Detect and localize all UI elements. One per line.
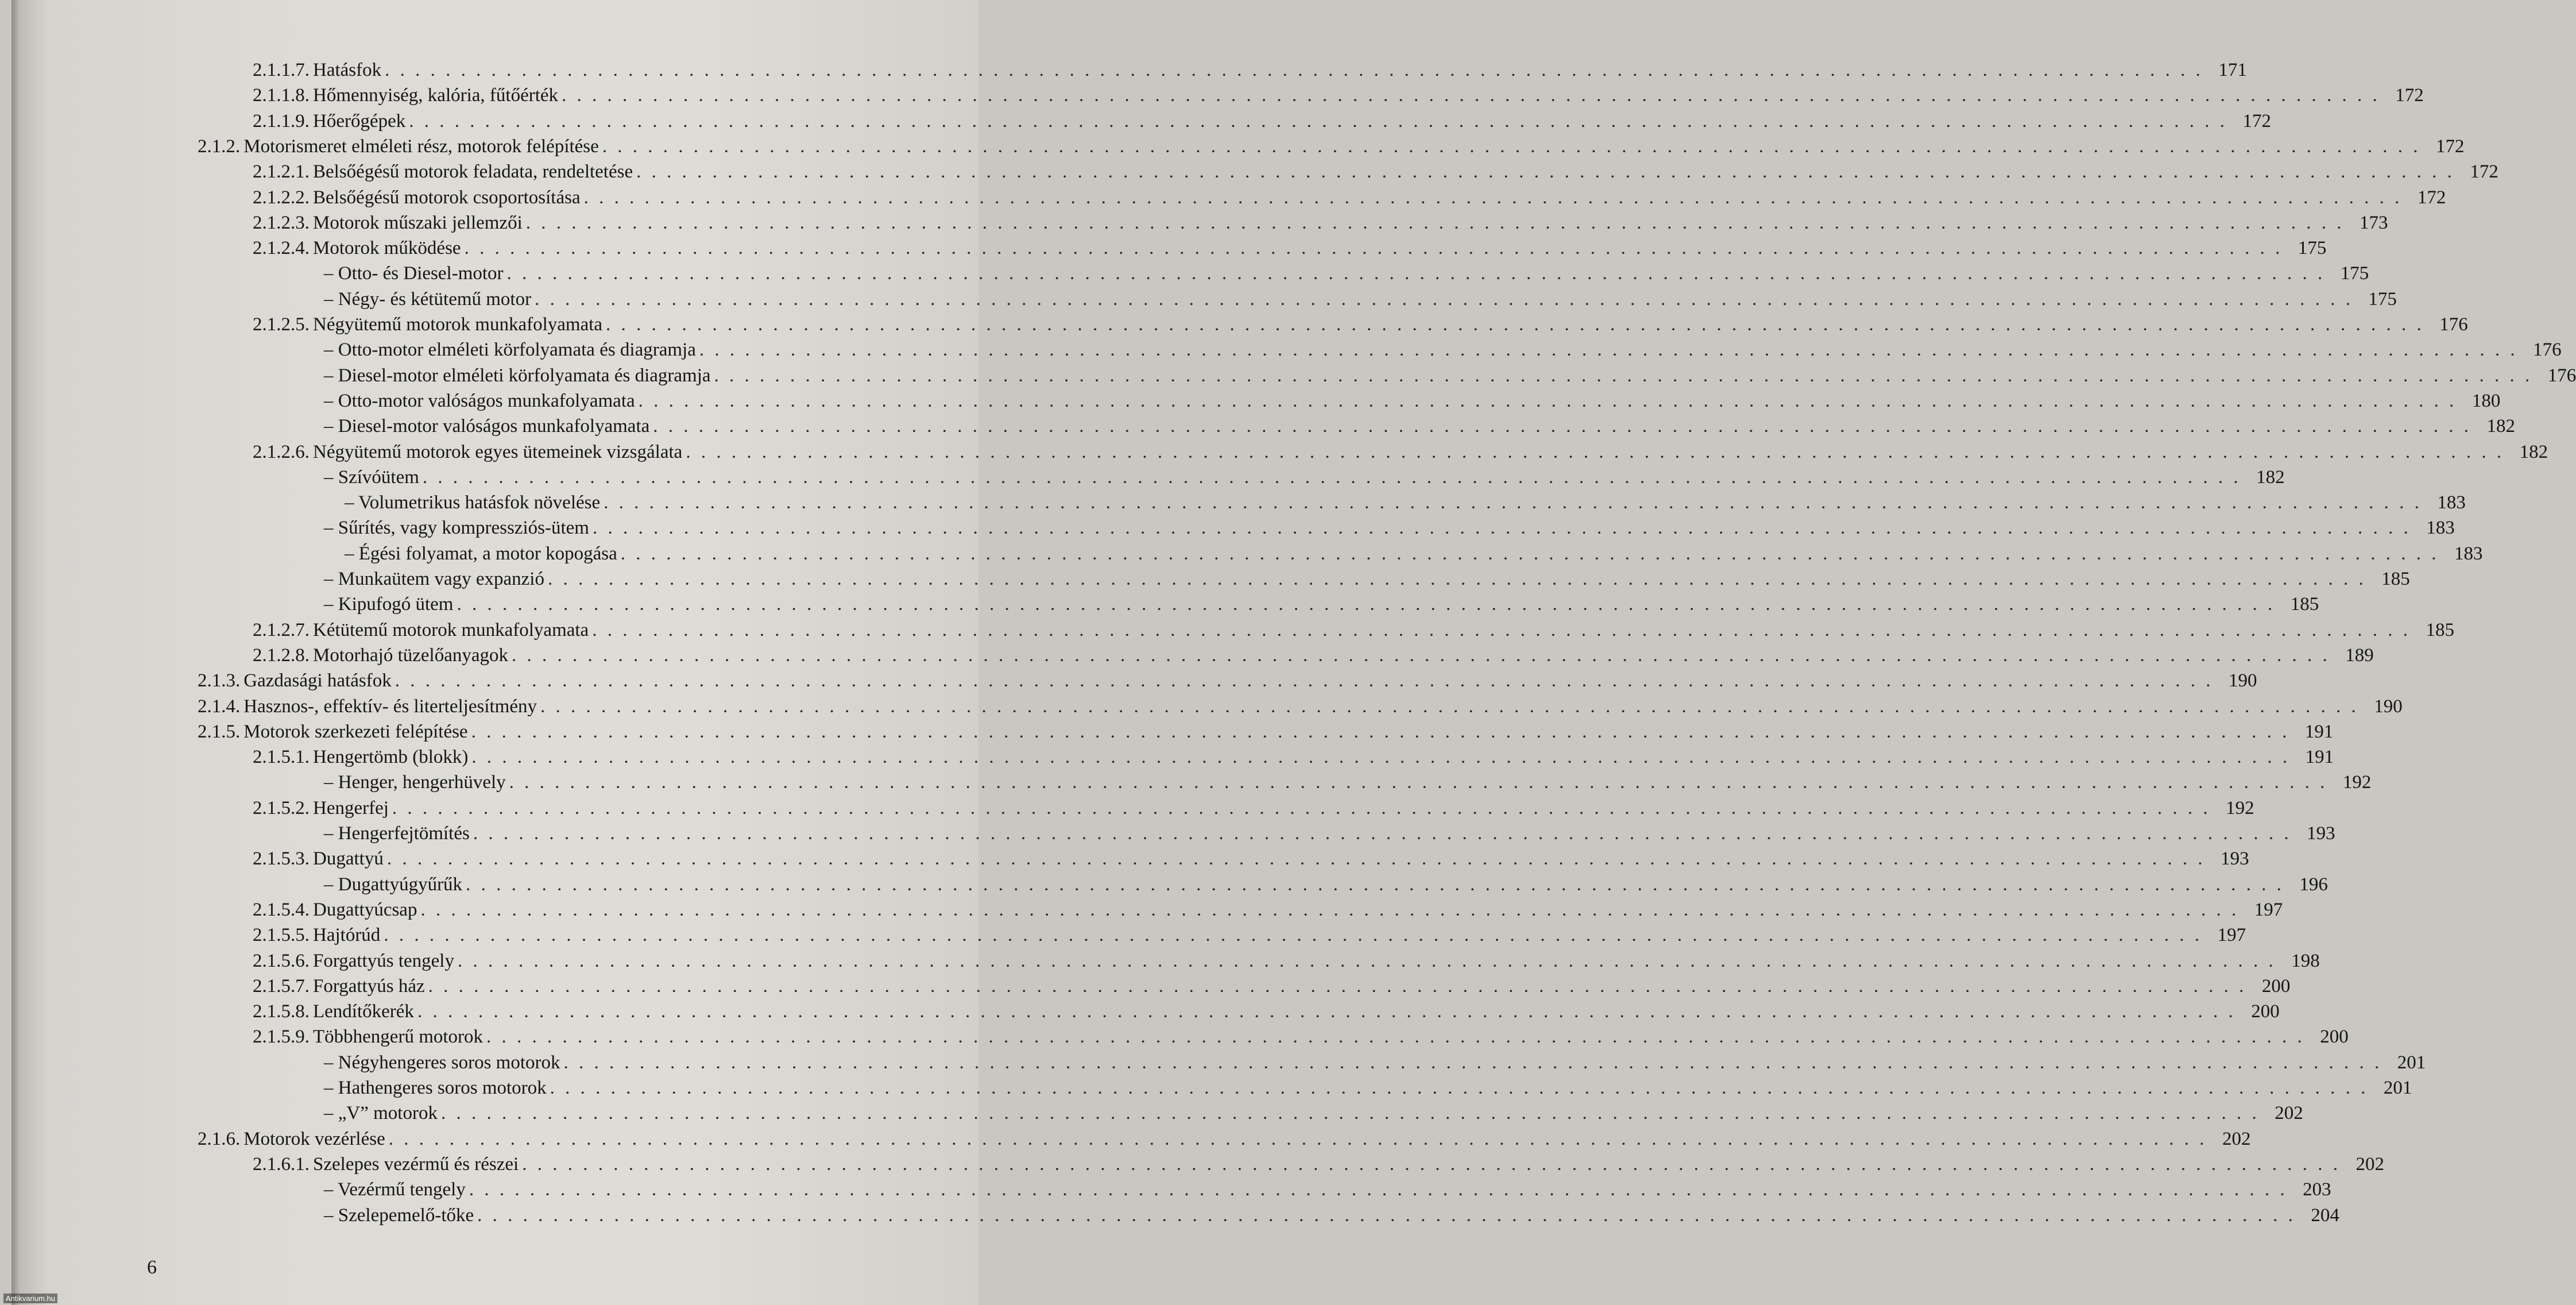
toc-entry-title: – Munkaütem vagy expanzió bbox=[324, 569, 544, 589]
toc-entry-number: 2.1.1.9. bbox=[253, 111, 310, 132]
dot-leader: . . . . . . . . . . . . . . . . . . . . . . . . . . . . . . . . . . . . . . . . . . . . . . . . . . . . . . . . . . . . . . . . . . . . . . . . . . . . . . . . . . . . . . . . . . . . . . . . . . . . . . . . . . . . . . . . . . . . . . . . bbox=[473, 823, 2292, 844]
toc-entry-page: 203 bbox=[2303, 1179, 2331, 1200]
toc-entry-title: Szelepes vezérmű és részei bbox=[313, 1154, 519, 1175]
toc-entry-page: 202 bbox=[2355, 1154, 2384, 1175]
dot-leader: . . . . . . . . . . . . . . . . . . . . . . . . . . . . . . . . . . . . . . . . . . . . . . . . . . . . . . . . . . . . . . . . . . . . . . . . . . . . . . . . . . . . . . . . . . . . . . . . . . . . . . . . . . . . . . . . . . . . . . . . bbox=[583, 187, 2403, 208]
dot-leader: . . . . . . . . . . . . . . . . . . . . . . . . . . . . . . . . . . . . . . . . . . . . . . . . . . . . . . . . . . . . . . . . . . . . . . . . . . . . . . . . . . . . . . . . . . . . . . . . . . . . . . . . . . . . . . . . . . . . . . . . bbox=[506, 263, 2326, 284]
dot-leader: . . . . . . . . . . . . . . . . . . . . . . . . . . . . . . . . . . . . . . . . . . . . . . . . . . . . . . . . . . . . . . . . . . . . . . . . . . . . . . . . . . . . . . . . . . . . . . . . . . . . . . . . . . . . . . . . . . . . . . . . bbox=[384, 925, 2203, 945]
toc-entry-title: – Volumetrikus hatásfok növelése bbox=[345, 492, 601, 513]
toc-entry bbox=[253, 898, 2283, 921]
toc-entry-title: – Szívóütem bbox=[324, 467, 419, 488]
toc-entry bbox=[324, 822, 2335, 845]
dot-leader: . . . . . . . . . . . . . . . . . . . . . . . . . . . . . . . . . . . . . . . . . . . . . . . . . . . . . . . . . . . . . . . . . . . . . . . . . . . . . . . . . . . . . . . . . . . . . . . . . . . . . . . . . . . . . . . . . . . . . . . . bbox=[512, 645, 2330, 666]
toc-entry bbox=[324, 1178, 2331, 1201]
dot-leader: . . . . . . . . . . . . . . . . . . . . . . . . . . . . . . . . . . . . . . . . . . . . . . . . . . . . . . . . . . . . . . . . . . . . . . . . . . . . . . . . . . . . . . . . . . . . . . . . . . . . . . . . . . . . . . . . . . . . . . . . bbox=[550, 1078, 2369, 1098]
toc-entry-number: 2.1.2.1. bbox=[253, 161, 310, 182]
toc-entry bbox=[253, 797, 2254, 820]
toc-entry-title: Motorhajó tüzelőanyagok bbox=[313, 645, 508, 666]
toc-entry-page: 191 bbox=[2304, 721, 2334, 742]
toc-entry-page: 182 bbox=[2486, 416, 2516, 437]
toc-entry-page: 171 bbox=[2218, 60, 2247, 80]
toc-entry-page: 202 bbox=[2222, 1129, 2251, 1149]
dot-leader: . . . . . . . . . . . . . . . . . . . . . . . . . . . . . . . . . . . . . . . . . . . . . . . . . . . . . . . . . . . . . . . . . . . . . . . . . . . . . . . . . . . . . . . . . . . . . . . . . . . . . . . . . . . . . . . . . . . . . . . . bbox=[471, 747, 2291, 767]
toc-entry-number: 2.1.4. bbox=[198, 696, 241, 717]
toc-entry-number: 2.1.5.3. bbox=[253, 848, 310, 869]
toc-entry-title: Belsőégésű motorok csoportosítása bbox=[313, 187, 581, 208]
toc-entry bbox=[324, 288, 2397, 311]
toc-entry-number: 2.1.2.8. bbox=[253, 645, 310, 666]
dot-leader: . . . . . . . . . . . . . . . . . . . . . . . . . . . . . . . . . . . . . . . . . . . . . . . . . . . . . . . . . . . . . . . . . . . . . . . . . . . . . . . . . . . . . . . . . . . . . . . . . . . . . . . . . . . . . . . . . . . . . . . . bbox=[509, 772, 2328, 793]
dot-leader: . . . . . . . . . . . . . . . . . . . . . . . . . . . . . . . . . . . . . . . . . . . . . . . . . . . . . . . . . . . . . . . . . . . . . . . . . . . . . . . . . . . . . . . . . . . . . . . . . . . . . . . . . . . . . . . . . . . . . . . . bbox=[386, 848, 2206, 869]
dot-leader: . . . . . . . . . . . . . . . . . . . . . . . . . . . . . . . . . . . . . . . . . . . . . . . . . . . . . . . . . . . . . . . . . . . . . . . . . . . . . . . . . . . . . . . . . . . . . . . . . . . . . . . . . . . . . . . . . . . . . . . . bbox=[714, 365, 2533, 386]
toc-entry-title: Hőerőgépek bbox=[313, 111, 406, 132]
toc-entry-number: 2.1.1.7. bbox=[253, 60, 310, 80]
toc-entry-number: 2.1.5.9. bbox=[253, 1026, 310, 1047]
toc-entry-page: 176 bbox=[2533, 339, 2562, 360]
page-number: 6 bbox=[147, 1257, 157, 1278]
dot-leader: . . . . . . . . . . . . . . . . . . . . . . . . . . . . . . . . . . . . . . . . . . . . . . . . . . . . . . . . . . . . . . . . . . . . . . . . . . . . . . . . . . . . . . . . . . . . . . . . . . . . . . . . . . . . . . . . . . . . . . . . bbox=[636, 161, 2455, 182]
dot-leader: . . . . . . . . . . . . . . . . . . . . . . . . . . . . . . . . . . . . . . . . . . . . . . . . . . . . . . . . . . . . . . . . . . . . . . . . . . . . . . . . . . . . . . . . . . . . . . . . . . . . . . . . . . . . . . . . . . . . . . . . bbox=[417, 1001, 2236, 1022]
toc-entry-page: 192 bbox=[2342, 772, 2372, 793]
toc-entry-title: – Hengerfejtömítés bbox=[324, 823, 470, 844]
toc-entry bbox=[253, 949, 2320, 972]
toc-entry bbox=[198, 720, 2334, 743]
dot-leader: . . . . . . . . . . . . . . . . . . . . . . . . . . . . . . . . . . . . . . . . . . . . . . . . . . . . . . . . . . . . . . . . . . . . . . . . . . . . . . . . . . . . . . . . . . . . . . . . . . . . . . . . . . . . . . . . . . . . . . . . bbox=[606, 314, 2424, 335]
toc-entry bbox=[198, 1128, 2251, 1150]
dot-leader: . . . . . . . . . . . . . . . . . . . . . . . . . . . . . . . . . . . . . . . . . . . . . . . . . . . . . . . . . . . . . . . . . . . . . . . . . . . . . . . . . . . . . . . . . . . . . . . . . . . . . . . . . . . . . . . . . . . . . . . . bbox=[563, 1052, 2382, 1073]
toc-entry bbox=[253, 237, 2327, 260]
toc-entry bbox=[324, 389, 2501, 412]
toc-entry-page: 172 bbox=[2470, 161, 2498, 182]
toc-entry-page: 172 bbox=[2417, 187, 2446, 208]
toc-entry-title: Forgattyús ház bbox=[313, 976, 425, 997]
toc-entry-page: 183 bbox=[2437, 492, 2466, 513]
dot-leader: . . . . . . . . . . . . . . . . . . . . . . . . . . . . . . . . . . . . . . . . . . . . . . . . . . . . . . . . . . . . . . . . . . . . . . . . . . . . . . . . . . . . . . . . . . . . . . . . . . . . . . . . . . . . . . . . . . . . . . . . bbox=[464, 238, 2283, 258]
dot-leader: . . . . . . . . . . . . . . . . . . . . . . . . . . . . . . . . . . . . . . . . . . . . . . . . . . . . . . . . . . . . . . . . . . . . . . . . . . . . . . . . . . . . . . . . . . . . . . . . . . . . . . . . . . . . . . . . . . . . . . . . bbox=[699, 339, 2518, 360]
toc-entry-number: 2.1.5.2. bbox=[253, 798, 310, 818]
toc-entry-page: 201 bbox=[2383, 1078, 2412, 1098]
toc-entry-title: – Vezérmű tengely bbox=[324, 1179, 466, 1200]
toc-entry bbox=[253, 975, 2291, 998]
toc-entry bbox=[345, 542, 2483, 565]
toc-entry-page: 197 bbox=[2254, 899, 2283, 920]
toc-entry bbox=[253, 211, 2388, 234]
toc-entry bbox=[324, 466, 2285, 489]
dot-leader: . . . . . . . . . . . . . . . . . . . . . . . . . . . . . . . . . . . . . . . . . . . . . . . . . . . . . . . . . . . . . . . . . . . . . . . . . . . . . . . . . . . . . . . . . . . . . . . . . . . . . . . . . . . . . . . . . . . . . . . . bbox=[457, 594, 2276, 615]
toc-entry-number: 2.1.5.8. bbox=[253, 1001, 310, 1022]
toc-entry-page: 173 bbox=[2360, 213, 2388, 233]
toc-entry-title: – Otto-motor elméleti körfolyamata és diagramja bbox=[324, 339, 696, 360]
toc-entry bbox=[253, 110, 2272, 133]
toc-entry-title: Hengerfej bbox=[313, 798, 389, 818]
toc-entry-title: – Otto- és Diesel-motor bbox=[324, 263, 504, 284]
toc-entry-page: 172 bbox=[2436, 136, 2465, 157]
toc-entry-page: 189 bbox=[2345, 645, 2374, 666]
toc-entry-page: 190 bbox=[2228, 670, 2257, 691]
toc-entry-number: 2.1.5.7. bbox=[253, 976, 310, 997]
toc-entry-title: Motorok működése bbox=[313, 238, 461, 258]
toc-entry-page: 175 bbox=[2368, 289, 2397, 310]
toc-entry-page: 182 bbox=[2256, 467, 2285, 488]
toc-entry-page: 200 bbox=[2251, 1001, 2280, 1022]
toc-entry-title: Lendítőkerék bbox=[313, 1001, 414, 1022]
toc-entry bbox=[324, 516, 2455, 539]
toc-entry bbox=[198, 695, 2403, 718]
toc-entry bbox=[324, 415, 2516, 438]
toc-entry-page: 197 bbox=[2217, 925, 2246, 945]
toc-entry-page: 183 bbox=[2426, 518, 2455, 538]
toc-entry-page: 182 bbox=[2519, 442, 2548, 462]
toc-entry-page: 190 bbox=[2374, 696, 2403, 717]
toc-entry bbox=[253, 59, 2247, 82]
dot-leader: . . . . . . . . . . . . . . . . . . . . . . . . . . . . . . . . . . . . . . . . . . . . . . . . . . . . . . . . . . . . . . . . . . . . . . . . . . . . . . . . . . . . . . . . . . . . . . . . . . . . . . . . . . . . . . . . . . . . . . . . bbox=[602, 136, 2421, 157]
toc-entry bbox=[253, 746, 2334, 769]
toc-entry-title: – Otto-motor valóságos munkafolyamata bbox=[324, 391, 635, 411]
dot-leader: . . . . . . . . . . . . . . . . . . . . . . . . . . . . . . . . . . . . . . . . . . . . . . . . . . . . . . . . . . . . . . . . . . . . . . . . . . . . . . . . . . . . . . . . . . . . . . . . . . . . . . . . . . . . . . . . . . . . . . . . bbox=[525, 213, 2345, 233]
toc-entry bbox=[324, 262, 2369, 285]
toc-entry-page: 172 bbox=[2395, 85, 2424, 106]
toc-entry-page: 200 bbox=[2320, 1026, 2349, 1047]
toc-entry-title: Hajtórúd bbox=[313, 925, 381, 945]
toc-entry-page: 193 bbox=[2221, 848, 2249, 869]
toc-entry-title: – Négy- és kétütemű motor bbox=[324, 289, 532, 310]
toc-entry-page: 204 bbox=[2311, 1205, 2339, 1226]
toc-entry-number: 2.1.5.5. bbox=[253, 925, 310, 945]
toc-entry-number: 2.1.2.5. bbox=[253, 314, 310, 335]
dot-leader: . . . . . . . . . . . . . . . . . . . . . . . . . . . . . . . . . . . . . . . . . . . . . . . . . . . . . . . . . . . . . . . . . . . . . . . . . . . . . . . . . . . . . . . . . . . . . . . . . . . . . . . . . . . . . . . . . . . . . . . . bbox=[392, 798, 2211, 818]
toc-entry bbox=[253, 186, 2446, 209]
toc-entry-title: Dugattyú bbox=[313, 848, 384, 869]
dot-leader: . . . . . . . . . . . . . . . . . . . . . . . . . . . . . . . . . . . . . . . . . . . . . . . . . . . . . . . . . . . . . . . . . . . . . . . . . . . . . . . . . . . . . . . . . . . . . . . . . . . . . . . . . . . . . . . . . . . . . . . . bbox=[440, 1103, 2260, 1123]
toc-entry-number: 2.1.5.4. bbox=[253, 899, 310, 920]
toc-entry bbox=[324, 771, 2372, 794]
dot-leader: . . . . . . . . . . . . . . . . . . . . . . . . . . . . . . . . . . . . . . . . . . . . . . . . . . . . . . . . . . . . . . . . . . . . . . . . . . . . . . . . . . . . . . . . . . . . . . . . . . . . . . . . . . . . . . . . . . . . . . . . bbox=[522, 1154, 2341, 1175]
toc-entry bbox=[253, 847, 2249, 870]
dot-leader: . . . . . . . . . . . . . . . . . . . . . . . . . . . . . . . . . . . . . . . . . . . . . . . . . . . . . . . . . . . . . . . . . . . . . . . . . . . . . . . . . . . . . . . . . . . . . . . . . . . . . . . . . . . . . . . . . . . . . . . . bbox=[540, 696, 2359, 717]
toc-entry bbox=[324, 1076, 2412, 1099]
toc-entry-title: Forgattyús tengely bbox=[313, 951, 454, 971]
toc-entry-title: – Dugattyúgyűrűk bbox=[324, 874, 463, 895]
toc-entry-title: Többhengerű motorok bbox=[313, 1026, 484, 1047]
toc-entry-title: Hatásfok bbox=[313, 60, 382, 80]
toc-entry-title: Négyütemű motorok egyes ütemeinek vizsgálata bbox=[313, 442, 683, 462]
toc-entry-page: 185 bbox=[2290, 594, 2319, 615]
dot-leader: . . . . . . . . . . . . . . . . . . . . . . . . . . . . . . . . . . . . . . . . . . . . . . . . . . . . . . . . . . . . . . . . . . . . . . . . . . . . . . . . . . . . . . . . . . . . . . . . . . . . . . . . . . . . . . . . . . . . . . . . bbox=[535, 289, 2353, 310]
toc-entry bbox=[345, 491, 2466, 514]
toc-entry-title: – Szelepemelő-tőke bbox=[324, 1205, 474, 1226]
toc-entry-title: Hőmennyiség, kalória, fűtőérték bbox=[313, 85, 559, 106]
toc-entry bbox=[253, 924, 2246, 947]
toc-entry-title: Belsőégésű motorok feladata, rendeltetése bbox=[313, 161, 633, 182]
dot-leader: . . . . . . . . . . . . . . . . . . . . . . . . . . . . . . . . . . . . . . . . . . . . . . . . . . . . . . . . . . . . . . . . . . . . . . . . . . . . . . . . . . . . . . . . . . . . . . . . . . . . . . . . . . . . . . . . . . . . . . . . bbox=[466, 874, 2284, 895]
toc-entry bbox=[253, 644, 2374, 667]
toc-entry bbox=[324, 364, 2576, 387]
toc-entry-title: – „V” motorok bbox=[324, 1103, 438, 1123]
toc-entry bbox=[253, 1025, 2349, 1048]
dot-leader: . . . . . . . . . . . . . . . . . . . . . . . . . . . . . . . . . . . . . . . . . . . . . . . . . . . . . . . . . . . . . . . . . . . . . . . . . . . . . . . . . . . . . . . . . . . . . . . . . . . . . . . . . . . . . . . . . . . . . . . . bbox=[422, 467, 2241, 488]
toc-entry-title: – Négyhengeres soros motorok bbox=[324, 1052, 560, 1073]
toc-entry-page: 191 bbox=[2305, 747, 2334, 767]
toc-entry-number: 2.1.2.6. bbox=[253, 442, 310, 462]
dot-leader: . . . . . . . . . . . . . . . . . . . . . . . . . . . . . . . . . . . . . . . . . . . . . . . . . . . . . . . . . . . . . . . . . . . . . . . . . . . . . . . . . . . . . . . . . . . . . . . . . . . . . . . . . . . . . . . . . . . . . . . . bbox=[471, 721, 2290, 742]
toc-entry-title: Dugattyúcsap bbox=[313, 899, 417, 920]
toc-entry-title: – Diesel-motor elméleti körfolyamata és diagramja bbox=[324, 365, 711, 386]
toc-entry-page: 172 bbox=[2242, 111, 2272, 132]
toc-entry-page: 180 bbox=[2471, 391, 2501, 411]
toc-entry bbox=[324, 593, 2319, 616]
toc-entry-page: 175 bbox=[2297, 238, 2327, 258]
toc-entry-number: 2.1.2.4. bbox=[253, 238, 310, 258]
dot-leader: . . . . . . . . . . . . . . . . . . . . . . . . . . . . . . . . . . . . . . . . . . . . . . . . . . . . . . . . . . . . . . . . . . . . . . . . . . . . . . . . . . . . . . . . . . . . . . . . . . . . . . . . . . . . . . . . . . . . . . . . bbox=[592, 518, 2411, 538]
toc-entry-number: 2.1.2.7. bbox=[253, 620, 310, 640]
toc-entry-title: – Diesel-motor valóságos munkafolyamata bbox=[324, 416, 650, 437]
toc-entry-page: 176 bbox=[2439, 314, 2468, 335]
toc-entry-page: 192 bbox=[2226, 798, 2254, 818]
toc-entry-page: 201 bbox=[2397, 1052, 2426, 1073]
dot-leader: . . . . . . . . . . . . . . . . . . . . . . . . . . . . . . . . . . . . . . . . . . . . . . . . . . . . . . . . . . . . . . . . . . . . . . . . . . . . . . . . . . . . . . . . . . . . . . . . . . . . . . . . . . . . . . . . . . . . . . . . bbox=[562, 85, 2380, 106]
toc-entry-page: 193 bbox=[2307, 823, 2335, 844]
dot-leader: . . . . . . . . . . . . . . . . . . . . . . . . . . . . . . . . . . . . . . . . . . . . . . . . . . . . . . . . . . . . . . . . . . . . . . . . . . . . . . . . . . . . . . . . . . . . . . . . . . . . . . . . . . . . . . . . . . . . . . . . bbox=[457, 951, 2276, 971]
toc-entry-title: Motorok szerkezeti felépítése bbox=[243, 721, 468, 742]
dot-leader: . . . . . . . . . . . . . . . . . . . . . . . . . . . . . . . . . . . . . . . . . . . . . . . . . . . . . . . . . . . . . . . . . . . . . . . . . . . . . . . . . . . . . . . . . . . . . . . . . . . . . . . . . . . . . . . . . . . . . . . . bbox=[547, 569, 2366, 589]
toc-entry-page: 185 bbox=[2426, 620, 2454, 640]
toc-entry-number: 2.1.1.8. bbox=[253, 85, 310, 106]
toc-entry-page: 196 bbox=[2299, 874, 2328, 895]
toc-entry bbox=[324, 338, 2562, 361]
toc-entry-number: 2.1.2. bbox=[198, 136, 241, 157]
toc-entry-page: 176 bbox=[2547, 365, 2576, 386]
toc-entry-page: 185 bbox=[2381, 569, 2410, 589]
toc-entry-title: Gazdasági hatásfok bbox=[243, 670, 392, 691]
toc-entry-number: 2.1.5. bbox=[198, 721, 241, 742]
toc-entry-number: 2.1.6.1. bbox=[253, 1154, 310, 1175]
toc-entry-number: 2.1.5.1. bbox=[253, 747, 310, 767]
toc-entry-title: Motorismeret elméleti rész, motorok felépítése bbox=[243, 136, 599, 157]
toc-entry-title: Kétütemű motorok munkafolyamata bbox=[313, 620, 589, 640]
toc-entry-page: 202 bbox=[2275, 1103, 2303, 1123]
toc-entry-title: Hengertömb (blokk) bbox=[313, 747, 469, 767]
watermark: Antikvarium.hu bbox=[3, 1294, 57, 1303]
dot-leader: . . . . . . . . . . . . . . . . . . . . . . . . . . . . . . . . . . . . . . . . . . . . . . . . . . . . . . . . . . . . . . . . . . . . . . . . . . . . . . . . . . . . . . . . . . . . . . . . . . . . . . . . . . . . . . . . . . . . . . . . bbox=[469, 1179, 2288, 1200]
toc-entry-page: 175 bbox=[2340, 263, 2369, 284]
toc-entry bbox=[253, 1153, 2384, 1176]
toc-entry-title: Hasznos-, effektív- és literteljesítmény bbox=[243, 696, 537, 717]
dot-leader: . . . . . . . . . . . . . . . . . . . . . . . . . . . . . . . . . . . . . . . . . . . . . . . . . . . . . . . . . . . . . . . . . . . . . . . . . . . . . . . . . . . . . . . . . . . . . . . . . . . . . . . . . . . . . . . . . . . . . . . . bbox=[428, 976, 2247, 997]
dot-leader: . . . . . . . . . . . . . . . . . . . . . . . . . . . . . . . . . . . . . . . . . . . . . . . . . . . . . . . . . . . . . . . . . . . . . . . . . . . . . . . . . . . . . . . . . . . . . . . . . . . . . . . . . . . . . . . . . . . . . . . . bbox=[638, 391, 2457, 411]
dot-leader: . . . . . . . . . . . . . . . . . . . . . . . . . . . . . . . . . . . . . . . . . . . . . . . . . . . . . . . . . . . . . . . . . . . . . . . . . . . . . . . . . . . . . . . . . . . . . . . . . . . . . . . . . . . . . . . . . . . . . . . . bbox=[385, 60, 2203, 80]
toc-entry-number: 2.1.5.6. bbox=[253, 951, 310, 971]
dot-leader: . . . . . . . . . . . . . . . . . . . . . . . . . . . . . . . . . . . . . . . . . . . . . . . . . . . . . . . . . . . . . . . . . . . . . . . . . . . . . . . . . . . . . . . . . . . . . . . . . . . . . . . . . . . . . . . . . . . . . . . . bbox=[388, 1129, 2207, 1149]
dot-leader: . . . . . . . . . . . . . . . . . . . . . . . . . . . . . . . . . . . . . . . . . . . . . . . . . . . . . . . . . . . . . . . . . . . . . . . . . . . . . . . . . . . . . . . . . . . . . . . . . . . . . . . . . . . . . . . . . . . . . . . . bbox=[420, 899, 2240, 920]
toc-entry bbox=[198, 135, 2465, 158]
toc-entry-title: Négyütemű motorok munkafolyamata bbox=[313, 314, 603, 335]
dot-leader: . . . . . . . . . . . . . . . . . . . . . . . . . . . . . . . . . . . . . . . . . . . . . . . . . . . . . . . . . . . . . . . . . . . . . . . . . . . . . . . . . . . . . . . . . . . . . . . . . . . . . . . . . . . . . . . . . . . . . . . . bbox=[686, 442, 2505, 462]
toc-entry-title: Motorok műszaki jellemzői bbox=[313, 213, 523, 233]
dot-leader: . . . . . . . . . . . . . . . . . . . . . . . . . . . . . . . . . . . . . . . . . . . . . . . . . . . . . . . . . . . . . . . . . . . . . . . . . . . . . . . . . . . . . . . . . . . . . . . . . . . . . . . . . . . . . . . . . . . . . . . . bbox=[592, 620, 2411, 640]
toc-entry-title: – Égési folyamat, a motor kopogása bbox=[345, 543, 617, 564]
toc-entry bbox=[253, 84, 2424, 107]
toc-entry bbox=[324, 567, 2410, 590]
toc-entry-title: – Hathengeres soros motorok bbox=[324, 1078, 547, 1098]
dot-leader: . . . . . . . . . . . . . . . . . . . . . . . . . . . . . . . . . . . . . . . . . . . . . . . . . . . . . . . . . . . . . . . . . . . . . . . . . . . . . . . . . . . . . . . . . . . . . . . . . . . . . . . . . . . . . . . . . . . . . . . . bbox=[604, 492, 2422, 513]
toc-entry-page: 198 bbox=[2291, 951, 2320, 971]
toc-entry-number: 2.1.2.3. bbox=[253, 213, 310, 233]
toc-entry bbox=[324, 1204, 2339, 1227]
dot-leader: . . . . . . . . . . . . . . . . . . . . . . . . . . . . . . . . . . . . . . . . . . . . . . . . . . . . . . . . . . . . . . . . . . . . . . . . . . . . . . . . . . . . . . . . . . . . . . . . . . . . . . . . . . . . . . . . . . . . . . . . bbox=[409, 111, 2228, 132]
toc-entry bbox=[253, 1000, 2280, 1023]
toc-entry bbox=[324, 873, 2328, 896]
toc-entry-page: 200 bbox=[2261, 976, 2291, 997]
toc-entry-title: Motorok vezérlése bbox=[243, 1129, 385, 1149]
toc-entry-title: – Henger, hengerhüvely bbox=[324, 772, 506, 793]
toc-entry bbox=[253, 441, 2548, 464]
dot-leader: . . . . . . . . . . . . . . . . . . . . . . . . . . . . . . . . . . . . . . . . . . . . . . . . . . . . . . . . . . . . . . . . . . . . . . . . . . . . . . . . . . . . . . . . . . . . . . . . . . . . . . . . . . . . . . . . . . . . . . . . bbox=[486, 1026, 2305, 1047]
dot-leader: . . . . . . . . . . . . . . . . . . . . . . . . . . . . . . . . . . . . . . . . . . . . . . . . . . . . . . . . . . . . . . . . . . . . . . . . . . . . . . . . . . . . . . . . . . . . . . . . . . . . . . . . . . . . . . . . . . . . . . . . bbox=[620, 543, 2439, 564]
dot-leader: . . . . . . . . . . . . . . . . . . . . . . . . . . . . . . . . . . . . . . . . . . . . . . . . . . . . . . . . . . . . . . . . . . . . . . . . . . . . . . . . . . . . . . . . . . . . . . . . . . . . . . . . . . . . . . . . . . . . . . . . bbox=[394, 670, 2214, 691]
dot-leader: . . . . . . . . . . . . . . . . . . . . . . . . . . . . . . . . . . . . . . . . . . . . . . . . . . . . . . . . . . . . . . . . . . . . . . . . . . . . . . . . . . . . . . . . . . . . . . . . . . . . . . . . . . . . . . . . . . . . . . . . bbox=[653, 416, 2472, 437]
toc-entry bbox=[324, 1102, 2303, 1125]
toc-entry bbox=[253, 160, 2498, 183]
dot-leader: . . . . . . . . . . . . . . . . . . . . . . . . . . . . . . . . . . . . . . . . . . . . . . . . . . . . . . . . . . . . . . . . . . . . . . . . . . . . . . . . . . . . . . . . . . . . . . . . . . . . . . . . . . . . . . . . . . . . . . . . bbox=[477, 1205, 2296, 1226]
toc-entry bbox=[253, 619, 2454, 642]
toc-entry-title: – Kipufogó ütem bbox=[324, 594, 454, 615]
toc-entry-number: 2.1.3. bbox=[198, 670, 241, 691]
toc-entry bbox=[324, 1051, 2426, 1074]
toc-entry-number: 2.1.2.2. bbox=[253, 187, 310, 208]
toc-entry bbox=[253, 313, 2468, 336]
toc-entry bbox=[198, 669, 2257, 692]
toc-entry-title: – Sűrítés, vagy kompressziós-ütem bbox=[324, 518, 589, 538]
toc-entry-page: 183 bbox=[2454, 543, 2483, 564]
toc-entry-number: 2.1.6. bbox=[198, 1129, 241, 1149]
